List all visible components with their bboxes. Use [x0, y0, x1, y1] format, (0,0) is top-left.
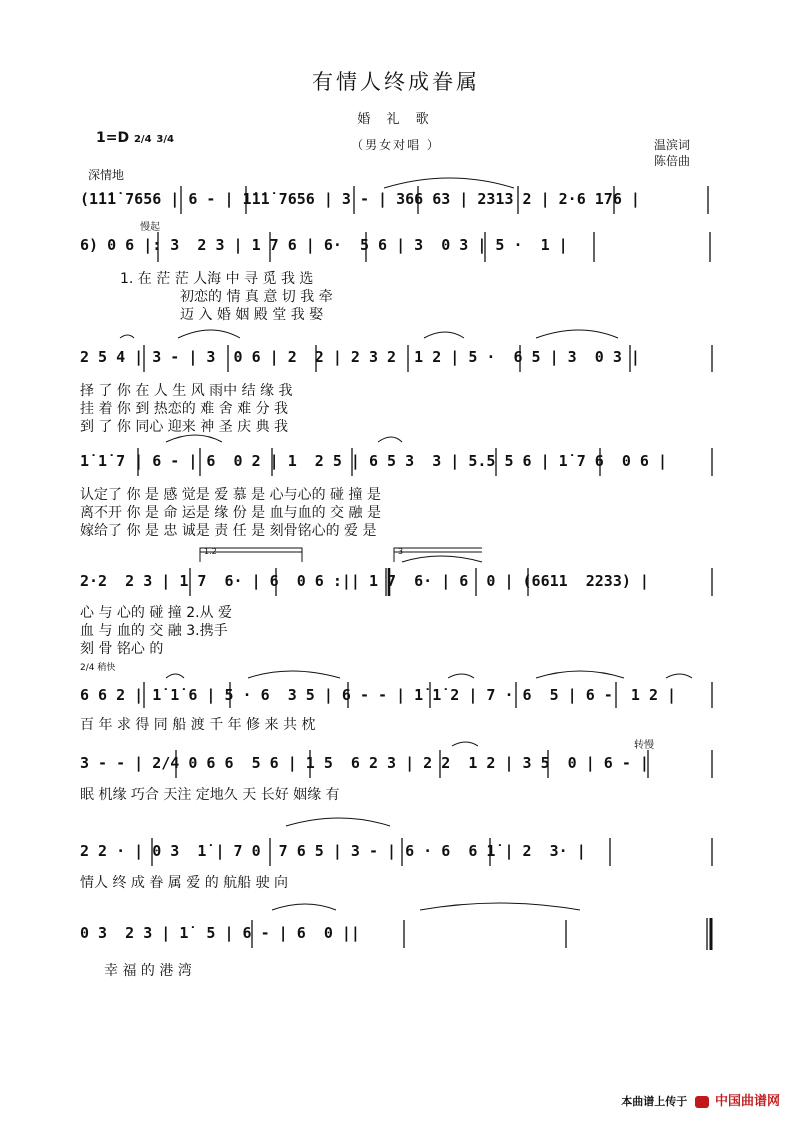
expression-mark: 深情地	[88, 168, 125, 182]
lyrics-line-2-verse-2: 初恋的 情 真 意 切 我 牵	[180, 289, 333, 305]
notation-line-7: 3 - - | 2/4 0 6 6 5 6 | 1 5 6 2 3 | 2 2 1 2 | 3 5 0 | 6 - |	[80, 754, 649, 772]
lyrics-line-5-verse-3: 刻 骨 铭心 的	[80, 641, 164, 657]
performance-note: （男女对唱 ）	[351, 138, 441, 152]
upload-footer	[621, 1090, 780, 1109]
lyrics-line-9: 幸 福 的 港 湾	[104, 963, 192, 979]
lyrics-line-3-verse-1: 择 了 你 在 人 生 风 雨中 结 缘 我	[80, 383, 293, 399]
lyrics-line-5-verse-2: 血 与 血的 交 融 3.携手	[80, 623, 228, 639]
site-logo-icon	[695, 1096, 709, 1108]
key-label: 1=D	[96, 130, 130, 146]
notation-line-9: 0 3 2 3 | 1̇ 5 | 6 - | 6 0 ||	[80, 924, 360, 942]
lyrics-line-8: 情人 终 成 眷 属 爱 的 航船 驶 向	[80, 875, 289, 891]
notation-line-8: 2 2 · | 0 3 1̇ | 7 0 7 6 5 | 3 - | 6 · 6 6 1̇ | 2 3· |	[80, 842, 586, 860]
lyrics-line-4-verse-2: 离不开 你 是 命 运是 缘 份 是 血与血的 交 融 是	[80, 505, 381, 521]
notation-line-4: 1̇ 1̇ 7 | 6 - | 6 0 2 | 1 2 5 | 6 5 3 3 | 5.5 5 6 | 1̇ 7 6 0 6 |	[80, 452, 667, 470]
subtitle: 婚 礼 歌	[357, 112, 435, 127]
lyrics-line-5-verse-1: 心 与 心的 碰 撞 2.从 爱	[80, 605, 233, 621]
lyrics-line-6: 百 年 求 得 同 船 渡 千 年 修 来 共 枕	[80, 717, 316, 733]
notation-line-6: 6 6 2 | 1̇ 1̇ 6 | 5 · 6 3 5 | 6 - - | 1̇ 1̇ 2 | 7 · 6 5 | 6 - 1 2 |	[80, 686, 677, 704]
lyrics-line-2-verse-1: 1. 在 茫 茫 人海 中 寻 觅 我 选	[120, 271, 314, 287]
lyrics-line-3-verse-3: 到 了 你 同心 迎来 神 圣 庆 典 我	[80, 419, 289, 435]
notation-line-5: 2·2 2 3 | 1 7 6· | 6 0 6 :|| 1 7 6· | 6 0 | (6611 2233) |	[80, 572, 649, 590]
lyrics-line-4-verse-3: 嫁给了 你 是 忠 诚是 责 任 是 刻骨铭心的 爱 是	[80, 523, 377, 539]
lyrics-line-7: 眠 机缘 巧合 天注 定地久 天 长好 姻缘 有	[80, 787, 340, 803]
lyrics-line-4-verse-1: 认定了 你 是 感 觉是 爱 慕 是 心与心的 碰 撞 是	[80, 487, 381, 503]
page-title: 有情人终成眷属	[312, 70, 480, 94]
tempo-mark-slowing: 转慢	[634, 740, 654, 751]
volta-second-label: 3	[398, 547, 404, 556]
notation-line-3: 2 5 4 | 3 - | 3 0 6 | 2 2 | 2 3 2 1 2 | 5 · 6 5 | 3 0 3 |	[80, 348, 640, 366]
time-signature-b: 3/4	[156, 134, 174, 145]
lyrics-line-2-verse-3: 迈 入 婚 姻 殿 堂 我 娶	[180, 307, 324, 323]
composer-credit: 陈倍曲	[654, 154, 691, 168]
volta-first-label: 1.2	[204, 547, 217, 556]
notation-line-2: 6) 0 6 |: 3 2 3 | 1 7 6 | 6· 5 6 | 3 0 3 | 5 · 1 |	[80, 236, 568, 254]
tempo-mark-slow-start: 慢起	[140, 222, 160, 233]
key-signature	[96, 130, 174, 146]
site-name-link[interactable]: 中国曲谱网	[714, 1094, 780, 1109]
lyricist-credit: 温滨词	[654, 138, 691, 152]
tempo-mark-faster: 2/4 稍快	[80, 663, 116, 673]
time-signature-a: 2/4	[133, 134, 152, 145]
notation-line-1: (1̇1̇1̇ 7656 | 6 - | 1̇1̇1̇ 7656 | 3 - | 366 63 | 2313 2 | 2·6 176 |	[80, 190, 640, 208]
lyrics-line-3-verse-2: 挂 着 你 到 热恋的 难 舍 难 分 我	[80, 401, 289, 417]
upload-note: 本曲谱上传于	[621, 1095, 688, 1108]
